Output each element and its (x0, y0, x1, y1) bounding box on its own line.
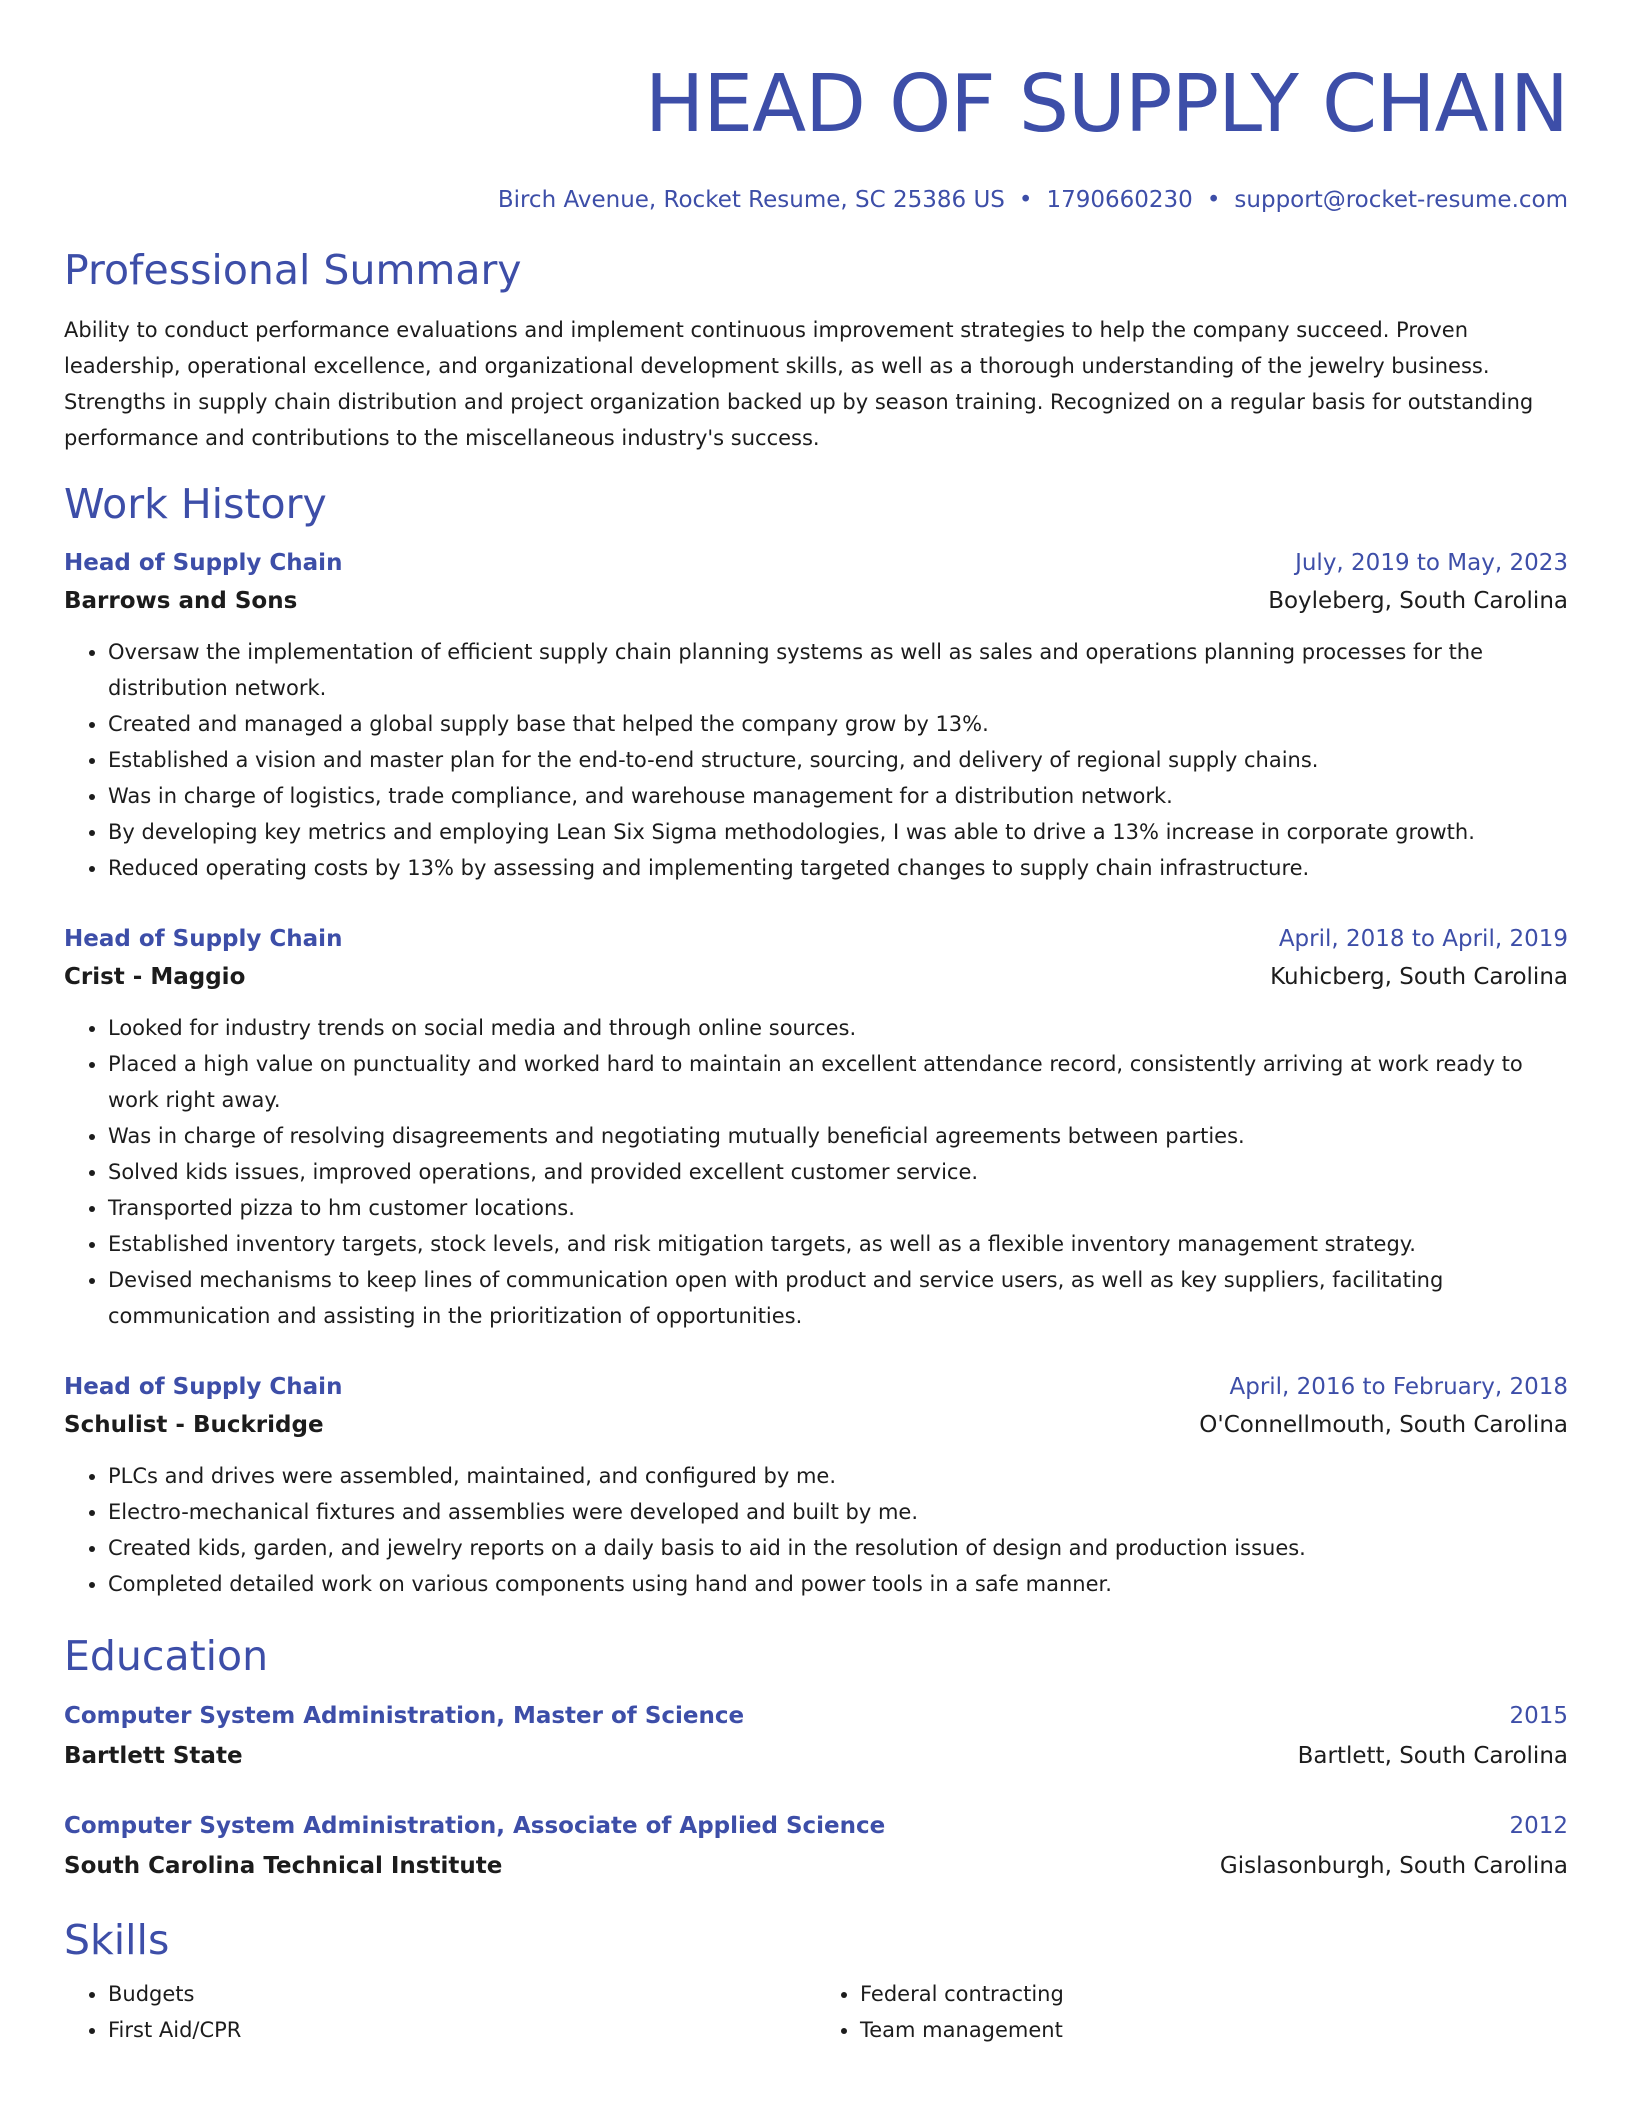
contact-separator: • (1206, 187, 1221, 213)
job-entry (64, 544, 1568, 886)
job-bullet: • Solved kids issues, improved operations, and provided excellent customer service. (108, 1154, 1568, 1190)
company-name: Barrows and Sons (64, 588, 298, 614)
job-bullet: • Was in charge of logistics, trade compliance, and warehouse management for a distribution network. (108, 778, 1568, 814)
job-bullet: • Oversaw the implementation of efficient supply chain planning systems as well as sales and operations planning processes for the distribution network. (108, 634, 1568, 706)
job-title: Head of Supply Chain (64, 926, 343, 952)
education-entry (64, 1806, 1568, 1886)
job-bullet: • Reduced operating costs by 13% by assessing and implementing targeted changes to supply chain infrastructure. (108, 850, 1568, 886)
skill-item: • Team management (860, 2012, 1568, 2048)
professional-summary-section (64, 244, 1568, 456)
job-location: Boyleberg, South Carolina (1268, 588, 1568, 614)
skills-column-left (64, 1976, 816, 2048)
section-heading-skills: Skills (64, 1916, 170, 1964)
job-bullet: • Created and managed a global supply base that helped the company grow by 13%. (108, 706, 1568, 742)
contact-phone: 1790660230 (1046, 187, 1193, 213)
job-location: O'Connellmouth, South Carolina (1199, 1412, 1568, 1438)
job-entry (64, 920, 1568, 1334)
job-bullet: • PLCs and drives were assembled, maintained, and configured by me. (108, 1458, 1568, 1494)
job-bullet: • Established inventory targets, stock levels, and risk mitigation targets, as well as a flexible inventory management strategy. (108, 1226, 1568, 1262)
job-bullet: • Devised mechanisms to keep lines of communication open with product and service users, as well as key suppliers, facilitating communication and assisting in the prioritization of opportunities. (108, 1262, 1568, 1334)
skill-item: • First Aid/CPR (108, 2012, 816, 2048)
skills-section (64, 1914, 1568, 2048)
contact-separator: • (1018, 187, 1033, 213)
job-bullet: • Established a vision and master plan for the end-to-end structure, sourcing, and delivery of regional supply chains. (108, 742, 1568, 778)
company-name: Schulist - Buckridge (64, 1412, 324, 1438)
job-bullet: • Completed detailed work on various components using hand and power tools in a safe manner. (108, 1566, 1568, 1602)
job-bullet: • Transported pizza to hm customer locations. (108, 1190, 1568, 1226)
job-bullet: • Placed a high value on punctuality and worked hard to maintain an excellent attendance record, consistently arriving at work ready to work right away. (108, 1046, 1568, 1118)
section-heading-work: Work History (64, 480, 327, 528)
contact-line (64, 184, 1568, 216)
graduation-year: 2012 (1509, 1813, 1568, 1839)
resume-title: HEAD OF SUPPLY CHAIN (644, 58, 1568, 150)
section-heading-summary: Professional Summary (64, 246, 522, 294)
job-bullets (64, 1458, 1568, 1602)
school-location: Gislasonburgh, South Carolina (1219, 1853, 1568, 1879)
job-bullets (64, 1010, 1568, 1334)
job-location: Kuhicberg, South Carolina (1270, 964, 1568, 990)
job-bullet: • By developing key metrics and employing Lean Six Sigma methodologies, I was able to drive a 13% increase in corporate growth. (108, 814, 1568, 850)
section-heading-education: Education (64, 1632, 269, 1680)
education-entry (64, 1696, 1568, 1776)
job-title: Head of Supply Chain (64, 1374, 343, 1400)
job-title: Head of Supply Chain (64, 550, 343, 576)
job-bullet: • Was in charge of resolving disagreements and negotiating mutually beneficial agreements between parties. (108, 1118, 1568, 1154)
contact-address: Birch Avenue, Rocket Resume, SC 25386 US (497, 187, 1005, 213)
job-entry (64, 1368, 1568, 1602)
job-dates: April, 2016 to February, 2018 (1229, 1374, 1568, 1400)
skill-item: • Budgets (108, 1976, 816, 2012)
graduation-year: 2015 (1509, 1703, 1568, 1729)
job-dates: July, 2019 to May, 2023 (1295, 550, 1568, 576)
contact-email: support@rocket-resume.com (1234, 187, 1568, 213)
degree-title: Computer System Administration, Master of Science (64, 1703, 745, 1729)
job-bullets (64, 634, 1568, 886)
school-name: South Carolina Technical Institute (64, 1853, 503, 1879)
job-bullet: • Electro-mechanical fixtures and assemblies were developed and built by me. (108, 1494, 1568, 1530)
school-location: Bartlett, South Carolina (1297, 1743, 1568, 1769)
education-section (64, 1630, 1568, 1886)
summary-text: Ability to conduct performance evaluations and implement continuous improvement strategies to help the company succeed. Proven leadership, operational excellence, and organizational development skills, as well as a thorough understanding of the jewelry business. Strengths in supply chain distribution and project organization backed up by season training. Recognized on a regular basis for outstanding performance and contributions to the miscellaneous industry's success. (64, 318, 1534, 450)
school-name: Bartlett State (64, 1743, 243, 1769)
skills-list (64, 1976, 1568, 2048)
work-history-section (64, 478, 1568, 1602)
job-bullet: • Looked for industry trends on social media and through online sources. (108, 1010, 1568, 1046)
company-name: Crist - Maggio (64, 964, 246, 990)
degree-title: Computer System Administration, Associate of Applied Science (64, 1813, 886, 1839)
skill-item: • Federal contracting (860, 1976, 1568, 2012)
skills-column-right (816, 1976, 1568, 2048)
resume-header (64, 56, 1568, 216)
job-bullet: • Created kids, garden, and jewelry reports on a daily basis to aid in the resolution of design and production issues. (108, 1530, 1568, 1566)
job-dates: April, 2018 to April, 2019 (1278, 926, 1568, 952)
